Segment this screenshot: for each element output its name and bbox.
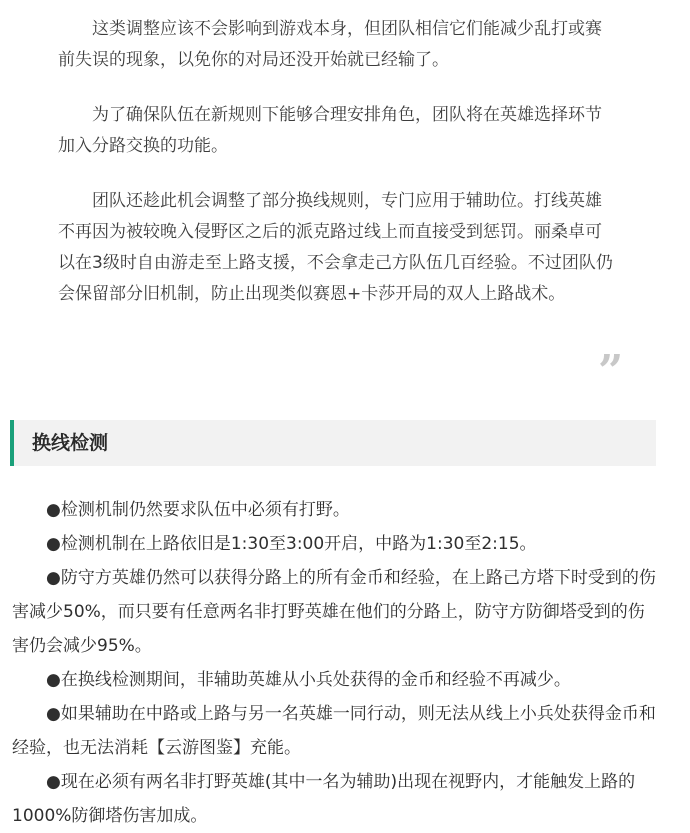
rule-item: ●防守方英雄仍然可以获得分路上的所有金币和经验，在上路己方塔下时受到的伤害减少50%，而只要有任意两名非打野英雄在他们的分路上，防守方防御塔受到的伤害仍会减少95%。 xyxy=(12,568,656,656)
rule-item: ●如果辅助在中路或上路与另一名英雄一同行动，则无法从线上小兵处获得金币和经验，也无法消耗【云游图鉴】充能。 xyxy=(12,704,656,758)
rule-item: ●检测机制仍然要求队伍中必须有打野。 xyxy=(46,500,350,520)
rules-list xyxy=(12,493,658,833)
quote-paragraph: 这类调整应该不会影响到游戏本身，但团队相信它们能减少乱打或赛前失误的现象，以免你的对局还没开始就已经输了。 xyxy=(58,19,602,70)
section-header xyxy=(10,420,656,466)
quote-paragraph: 团队还趁此机会调整了部分换线规则，专门应用于辅助位。打线英雄不再因为被较晚入侵野区之后的派克路过线上而直接受到惩罚。丽桑卓可以在3级时自由游走至上路支援，不会拿走己方队伍几百经验。不过团队仍会保留部分旧机制，防止出现类似赛恩+卡莎开局的双人上路战术。 xyxy=(58,191,613,304)
quote-block xyxy=(58,14,618,310)
rule-item: ●在换线检测期间，非辅助英雄从小兵处获得的金币和经验不再减少。 xyxy=(46,670,571,690)
rule-item: ●现在必须有两名非打野英雄(其中一名为辅助)出现在视野内，才能触发上路的1000%防御塔伤害加成。 xyxy=(12,772,636,826)
section-title: 换线检测 xyxy=(32,432,109,454)
rule-item: ●检测机制在上路依旧是1:30至3:00开启，中路为1:30至2:15。 xyxy=(46,534,537,554)
quote-paragraph: 为了确保队伍在新规则下能够合理安排角色，团队将在英雄选择环节加入分路交换的功能。 xyxy=(58,105,602,156)
close-quote-icon: ” xyxy=(598,346,624,397)
